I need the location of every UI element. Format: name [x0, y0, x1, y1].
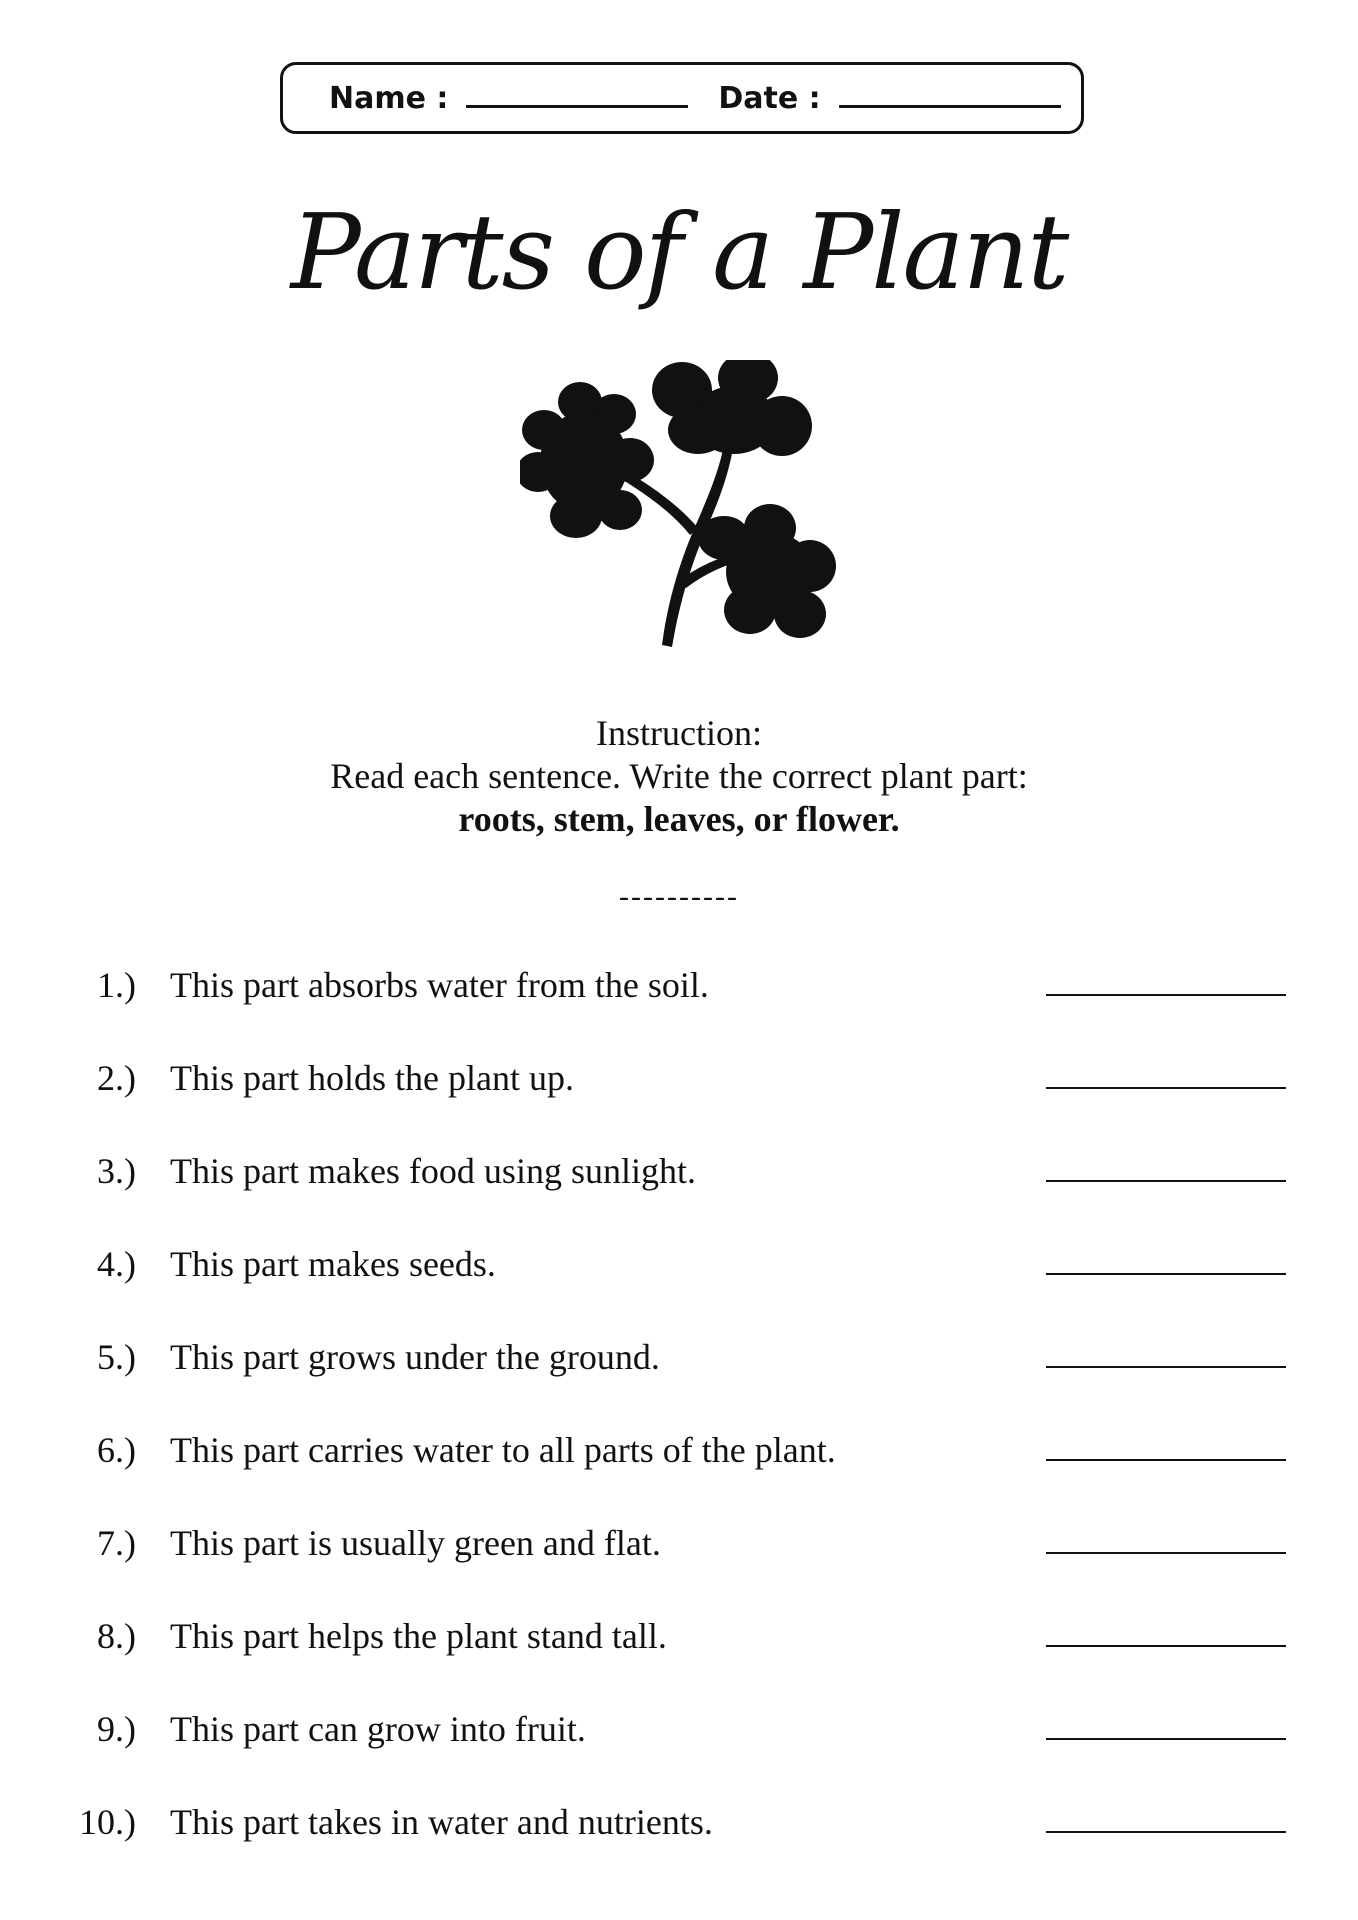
question-item: [0, 1243, 1358, 1293]
separator: ----------: [619, 880, 739, 913]
question-item: [0, 1708, 1358, 1758]
date-label: Date :: [718, 80, 821, 116]
instruction-block: [0, 712, 1358, 841]
question-number: 3.): [97, 1151, 136, 1191]
answer-blank[interactable]: [1046, 1366, 1286, 1368]
question-number: 1.): [97, 965, 136, 1005]
question-item: [0, 1801, 1358, 1851]
question-text: This part grows under the ground.: [170, 1337, 660, 1377]
question-item: [0, 1057, 1358, 1107]
answer-blank[interactable]: [1046, 1273, 1286, 1275]
question-text: This part carries water to all parts of the plant.: [170, 1430, 836, 1470]
question-number: 5.): [97, 1337, 136, 1377]
name-label: Name :: [329, 80, 449, 116]
answer-blank[interactable]: [1046, 1738, 1286, 1740]
question-item: [0, 1336, 1358, 1386]
question-text: This part holds the plant up.: [170, 1058, 574, 1098]
name-date-box: [280, 62, 1084, 134]
answer-blank[interactable]: [1046, 1087, 1286, 1089]
question-number: 6.): [97, 1430, 136, 1470]
instruction-heading: Instruction:: [596, 713, 762, 753]
question-text: This part helps the plant stand tall.: [170, 1616, 667, 1656]
answer-blank[interactable]: [1046, 1552, 1286, 1554]
name-field[interactable]: [466, 103, 688, 108]
answer-blank[interactable]: [1046, 1459, 1286, 1461]
page-title: Parts of a Plant: [290, 191, 1068, 313]
date-field[interactable]: [839, 103, 1061, 108]
question-number: 2.): [97, 1058, 136, 1098]
answer-blank[interactable]: [1046, 1645, 1286, 1647]
question-text: This part makes food using sunlight.: [170, 1151, 696, 1191]
question-item: [0, 964, 1358, 1014]
question-text: This part makes seeds.: [170, 1244, 496, 1284]
instruction-options: roots, stem, leaves, or flower.: [458, 799, 900, 839]
question-text: This part absorbs water from the soil.: [170, 965, 709, 1005]
question-item: [0, 1150, 1358, 1200]
question-number: 10.): [79, 1802, 136, 1842]
question-text: This part is usually green and flat.: [170, 1523, 661, 1563]
answer-blank[interactable]: [1046, 994, 1286, 996]
leaf-sprig-icon: [520, 360, 840, 650]
question-item: [0, 1429, 1358, 1479]
question-number: 8.): [97, 1616, 136, 1656]
question-text: This part can grow into fruit.: [170, 1709, 586, 1749]
question-number: 7.): [97, 1523, 136, 1563]
answer-blank[interactable]: [1046, 1831, 1286, 1833]
answer-blank[interactable]: [1046, 1180, 1286, 1182]
question-item: [0, 1522, 1358, 1572]
question-number: 4.): [97, 1244, 136, 1284]
question-text: This part takes in water and nutrients.: [170, 1802, 713, 1842]
instruction-line: Read each sentence. Write the correct plant part:: [330, 756, 1028, 796]
question-item: [0, 1615, 1358, 1665]
question-number: 9.): [97, 1709, 136, 1749]
